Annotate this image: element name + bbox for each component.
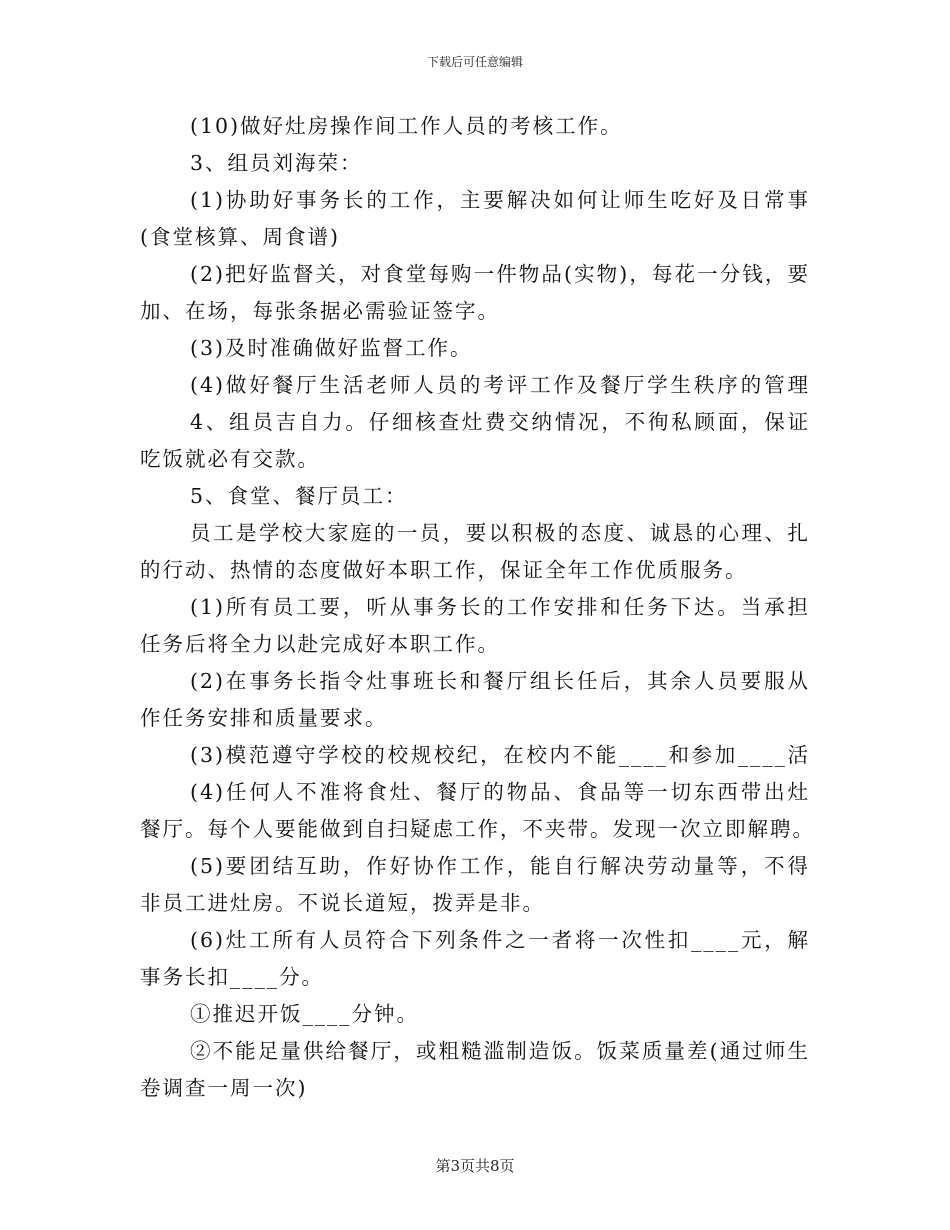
text-line: 非员工进灶房。不说长道短，拨弄是非。: [140, 891, 545, 915]
text-line: (5)要团结互助，作好协作工作，能自行解决劳动量等，不得: [190, 854, 810, 878]
text-line: 加、在场，每张条据必需验证签字。: [140, 299, 500, 323]
text-line: (4)任何人不准将食灶、餐厅的物品、食品等一切东西带出灶: [190, 780, 810, 804]
document-body: [140, 108, 815, 1107]
text-line: 事务长扣____分。: [140, 965, 324, 989]
page-footer: 第3页共8页: [435, 1157, 515, 1175]
text-line: 任务后将全力以赴完成好本职工作。: [140, 632, 500, 656]
text-line: 3、组员刘海荣：: [190, 151, 363, 175]
page-header: 下载后可任意编辑: [426, 55, 523, 69]
text-line: ①推迟开饭____分钟。: [190, 1002, 419, 1026]
text-line: 餐厅。每个人要能做到自扫疑虑工作，不夹带。发现一次立即解聘。: [140, 817, 815, 841]
text-line: 作任务安排和质量要求。: [140, 706, 388, 730]
text-line: 的行动、热情的态度做好本职工作，保证全年工作优质服务。: [140, 558, 748, 582]
text-line: 5、食堂、餐厅员工：: [190, 484, 408, 508]
text-line: (3)及时准确做好监督工作。: [190, 336, 473, 360]
text-line: (2)把好监督关，对食堂每购一件物品(实物)，每花一分钱，要: [190, 262, 810, 286]
text-line: 卷调查一周一次): [140, 1076, 308, 1100]
text-line: ②不能足量供给餐厅，或粗糙滥制造饭。饭菜质量差(通过师生: [190, 1039, 810, 1063]
text-line: 员工是学校大家庭的一员，要以积极的态度、诚恳的心理、扎: [190, 521, 810, 545]
text-line: (1)协助好事务长的工作，主要解决如何让师生吃好及日常事: [190, 188, 810, 212]
text-line: (4)做好餐厅生活老师人员的考评工作及餐厅学生秩序的管理: [190, 373, 810, 397]
text-line: (食堂核算、周食谱): [140, 225, 340, 249]
text-line: (2)在事务长指令灶事班长和餐厅组长任后，其余人员要服从: [190, 669, 810, 693]
text-line: (1)所有员工要，听从事务长的工作安排和任务下达。当承担: [190, 595, 810, 619]
text-line: 4、组员吉自力。仔细核查灶费交纳情况，不徇私顾面，保证: [190, 410, 810, 434]
text-line: (3)模范遵守学校的校规校纪，在校内不能____和参加____活: [190, 743, 810, 767]
text-line: 吃饭就必有交款。: [140, 447, 320, 471]
text-line: (10)做好灶房操作间工作人员的考核工作。: [190, 114, 623, 138]
text-line: (6)灶工所有人员符合下列条件之一者将一次性扣____元，解: [190, 928, 810, 952]
